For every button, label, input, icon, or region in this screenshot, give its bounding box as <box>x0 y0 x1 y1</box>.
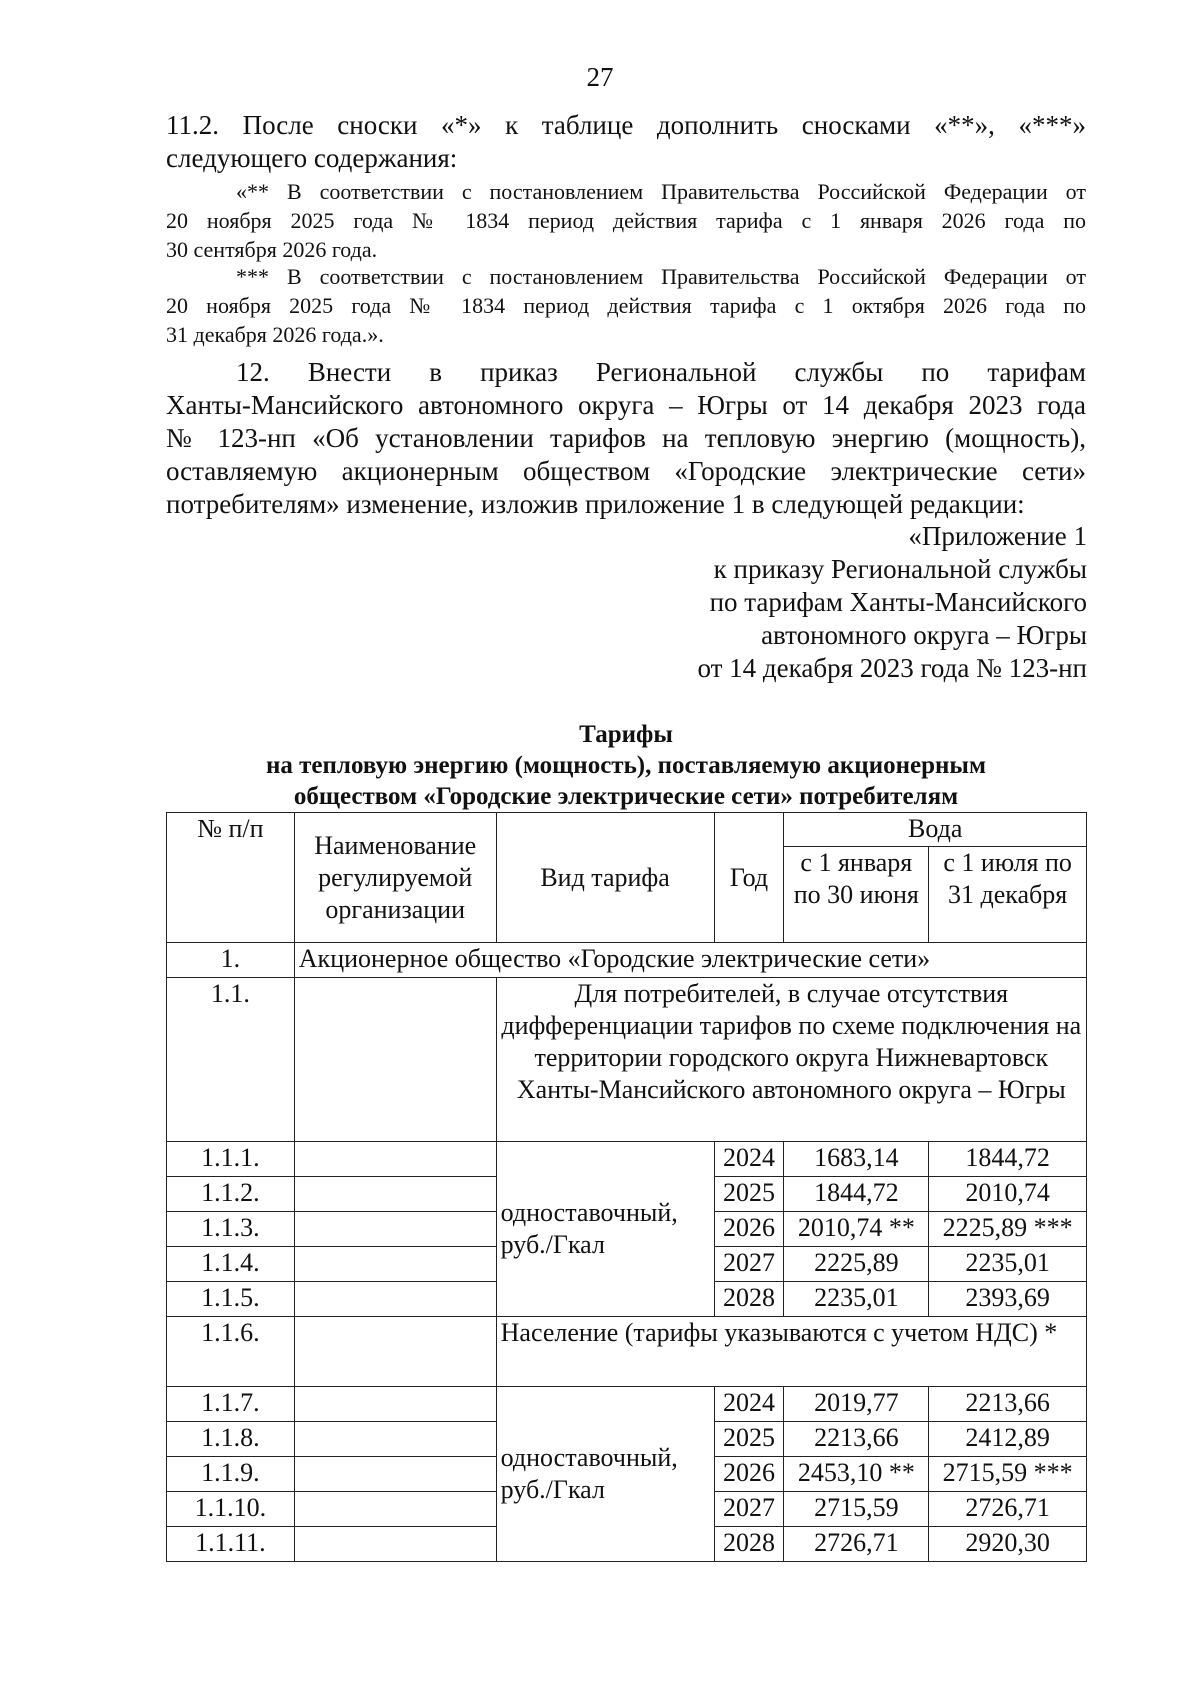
para-12-line1: 12. Внести в приказ Региональной службы по тарифам <box>236 357 1086 387</box>
appendix-line1: «Приложение 1 <box>908 521 1087 551</box>
group2-num: 1.1.6. <box>167 1317 295 1387</box>
org-cell <box>294 1492 496 1527</box>
row-year: 2026 <box>714 1212 784 1247</box>
org-cell <box>294 1422 496 1457</box>
row-num: 1.1.5. <box>167 1282 295 1317</box>
org-cell <box>294 1457 496 1492</box>
footnote-3-line3: 31 декабря 2026 года.». <box>166 322 384 347</box>
footnote-2-line2: 20 ноября 2025 года № 1834 период действия тарифа с 1 января 2026 года по <box>166 208 1086 233</box>
row-value-2: 2393,69 <box>929 1282 1087 1317</box>
row-year: 2028 <box>714 1527 784 1562</box>
row-value-1: 2213,66 <box>784 1422 929 1457</box>
group1-tariff-label: одноставочный, руб./Гкал <box>496 1142 714 1317</box>
header-num: № п/п <box>167 813 295 943</box>
row-value-2: 2213,66 <box>929 1387 1087 1422</box>
row-year: 2026 <box>714 1457 784 1492</box>
footnote-2-line1: «** В соответствии с постановлением Правительства Российской Федерации от <box>236 179 1086 204</box>
row-value-2: 2235,01 <box>929 1247 1087 1282</box>
org-cell <box>294 1177 496 1212</box>
row-value-2: 2225,89 *** <box>929 1212 1087 1247</box>
row-num: 1.1.11. <box>167 1527 295 1562</box>
row-value-2: 2412,89 <box>929 1422 1087 1457</box>
row-num: 1.1.10. <box>167 1492 295 1527</box>
group2-tariff-label: одноставочный, руб./Гкал <box>496 1387 714 1562</box>
header-water: Вода <box>784 813 1087 847</box>
row-num: 1.1.1. <box>167 1142 295 1177</box>
footnote-3-line2: 20 ноября 2025 года № 1834 период действия тарифа с 1 октября 2026 года по <box>166 293 1086 318</box>
row-num: 1.1.3. <box>167 1212 295 1247</box>
table-title-line2: на тепловую энергию (мощность), поставляемую акционерным <box>266 752 986 779</box>
footnote-3-line1: *** В соответствии с постановлением Правительства Российской Федерации от <box>236 264 1086 289</box>
row-year: 2024 <box>714 1142 784 1177</box>
para-12-line4: оставляемую акционерным обществом «Городские электрические сети» <box>166 456 1086 486</box>
row-value-1: 2453,10 ** <box>784 1457 929 1492</box>
row-year: 2027 <box>714 1492 784 1527</box>
appendix-line5: от 14 декабря 2023 года № 123-нп <box>697 653 1087 683</box>
header-org: Наименование регулируемой организации <box>294 813 496 943</box>
group1-num: 1.1. <box>167 978 295 1142</box>
row-value-2: 2920,30 <box>929 1527 1087 1562</box>
header-period2: с 1 июля по 31 декабря <box>929 847 1087 943</box>
org-cell <box>294 1282 496 1317</box>
appendix-line3: по тарифам Ханты-Мансийского <box>709 587 1087 617</box>
para-12-line2: Ханты-Мансийского автономного округа – Югры от 14 декабря 2023 года <box>166 390 1086 420</box>
row-num: 1.1.8. <box>167 1422 295 1457</box>
para-12-line3: № 123-нп «Об установлении тарифов на тепловую энергию (мощность), <box>166 423 1086 453</box>
header-year: Год <box>714 813 784 943</box>
para-11-2-line1: 11.2. После сноски «*» к таблице дополнить сносками «**», «***» <box>166 110 1086 140</box>
row-value-1: 1844,72 <box>784 1177 929 1212</box>
org-row-num: 1. <box>167 943 295 978</box>
para-12-line5: потребителям» изменение, изложив приложение 1 в следующей редакции: <box>166 489 1025 519</box>
row-value-1: 2726,71 <box>784 1527 929 1562</box>
footnote-2-line3: 30 сентября 2026 года. <box>166 237 378 262</box>
row-value-2: 1844,72 <box>929 1142 1087 1177</box>
org-row-name: Акционерное общество «Городские электрические сети» <box>294 943 1086 978</box>
org-cell <box>294 1247 496 1282</box>
row-value-2: 2010,74 <box>929 1177 1087 1212</box>
table-title-line3: обществом «Городские электрические сети» потребителям <box>293 783 959 810</box>
group2-desc: Население (тарифы указываются с учетом НДС) * <box>496 1317 1086 1387</box>
row-num: 1.1.4. <box>167 1247 295 1282</box>
row-value-1: 2225,89 <box>784 1247 929 1282</box>
para-11-2-line2: следующего содержания: <box>166 143 458 173</box>
row-year: 2024 <box>714 1387 784 1422</box>
row-value-1: 1683,14 <box>784 1142 929 1177</box>
header-tariff-type: Вид тарифа <box>496 813 714 943</box>
row-year: 2027 <box>714 1247 784 1282</box>
table-row <box>167 1142 1087 1177</box>
row-value-2: 2715,59 *** <box>929 1457 1087 1492</box>
org-cell <box>294 1387 496 1422</box>
group1-desc: Для потребителей, в случае отсутствия дифференциации тарифов по схеме подключения на территории городского округа Нижневартовск Ханты-Мансийского автономного округа – Югры <box>496 978 1086 1142</box>
group1-org-cell <box>294 978 496 1142</box>
row-year: 2025 <box>714 1177 784 1212</box>
row-year: 2028 <box>714 1282 784 1317</box>
header-period1: с 1 января по 30 июня <box>784 847 929 943</box>
tariff-table <box>166 812 1087 1562</box>
row-num: 1.1.2. <box>167 1177 295 1212</box>
appendix-line2: к приказу Региональной службы <box>713 554 1087 584</box>
org-cell <box>294 1142 496 1177</box>
group2-org-cell <box>294 1317 496 1387</box>
row-year: 2025 <box>714 1422 784 1457</box>
table-row <box>167 1387 1087 1422</box>
row-value-1: 2235,01 <box>784 1282 929 1317</box>
page-number: 27 <box>586 62 614 92</box>
row-num: 1.1.7. <box>167 1387 295 1422</box>
row-value-1: 2010,74 ** <box>784 1212 929 1247</box>
row-value-1: 2715,59 <box>784 1492 929 1527</box>
row-value-2: 2726,71 <box>929 1492 1087 1527</box>
table-title-line1: Тарифы <box>579 721 673 748</box>
org-cell <box>294 1527 496 1562</box>
org-cell <box>294 1212 496 1247</box>
appendix-line4: автономного округа – Югры <box>761 620 1087 650</box>
row-num: 1.1.9. <box>167 1457 295 1492</box>
row-value-1: 2019,77 <box>784 1387 929 1422</box>
